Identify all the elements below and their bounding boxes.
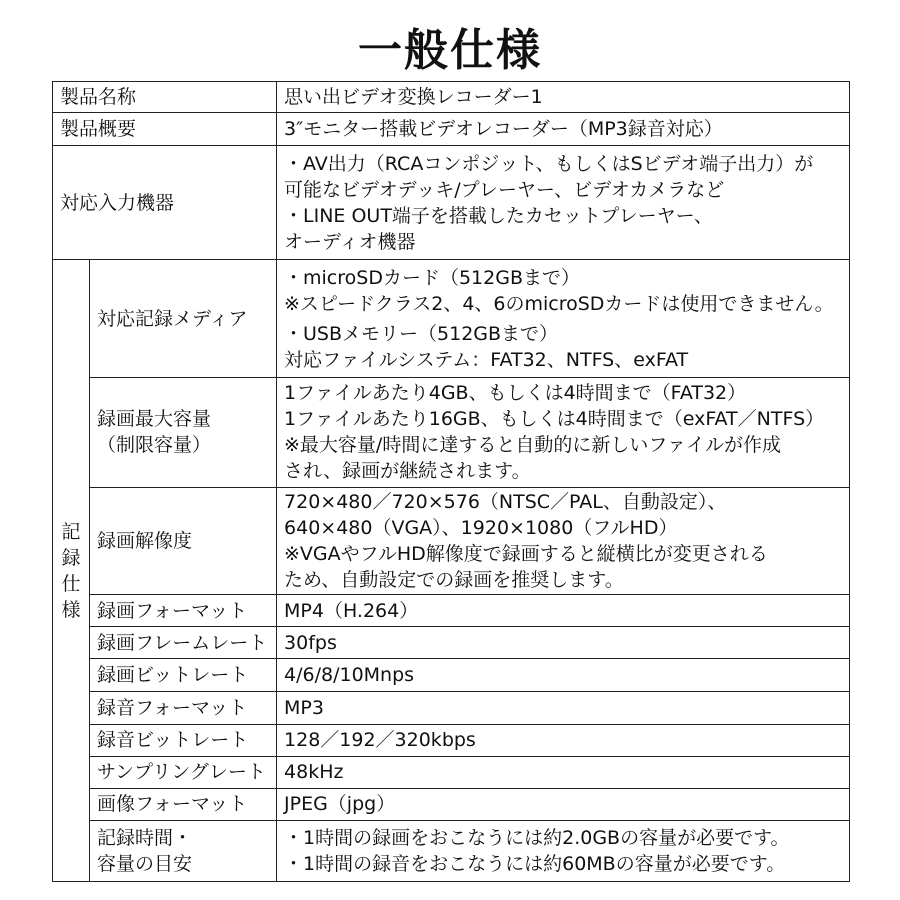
spec-table bbox=[52, 81, 850, 882]
max-capacity-line: 1ファイルあたり16GB、もしくは4時間まで（exFAT／NTFS） bbox=[284, 408, 825, 431]
media-line: ※スピードクラス2、4、6のmicroSDカードは使用できません。 bbox=[284, 292, 834, 315]
sampling-rate-label: サンプリングレート bbox=[90, 756, 277, 788]
video-bitrate-label: 録画ビットレート bbox=[90, 659, 277, 692]
table-row bbox=[53, 260, 850, 377]
media-line: ・microSDカード（512GBまで） bbox=[284, 266, 580, 289]
input-devices-line: オーディオ機器 bbox=[284, 230, 416, 253]
media-label: 対応記録メディア bbox=[90, 260, 277, 377]
resolution-value bbox=[277, 487, 850, 594]
time-capacity-line: ・1時間の録音をおこなうには約60MBの容量が必要です。 bbox=[284, 852, 786, 875]
media-line: 対応ファイルシステム：FAT32、NTFS、exFAT bbox=[284, 348, 689, 371]
table-row bbox=[53, 113, 850, 146]
table-row bbox=[53, 659, 850, 692]
product-name-label: 製品名称 bbox=[53, 82, 277, 113]
product-name-value: 思い出ビデオ変換レコーダー1 bbox=[277, 82, 850, 113]
resolution-line: 640×480（VGA）、1920×1080（フルHD） bbox=[284, 517, 678, 540]
input-devices-line: ・AV出力（RCAコンポジット、もしくはSビデオ端子出力）が bbox=[284, 152, 814, 175]
sampling-rate-value: 48kHz bbox=[277, 756, 850, 788]
table-row bbox=[53, 627, 850, 659]
resolution-line: ※VGAやフルHD解像度で録画すると縦横比が変更される bbox=[284, 543, 768, 566]
time-capacity-label-line: 容量の目安 bbox=[97, 852, 193, 875]
input-devices-label: 対応入力機器 bbox=[53, 146, 277, 260]
resolution-line: 720×480／720×576（NTSC／PAL、自動設定）、 bbox=[284, 491, 727, 514]
input-devices-line: 可能なビデオデッキ/プレーヤー、ビデオカメラなど bbox=[284, 178, 725, 201]
audio-format-value: MP3 bbox=[277, 692, 850, 724]
table-row bbox=[53, 756, 850, 788]
group-label-char: 仕 bbox=[61, 572, 81, 595]
max-capacity-label-line: 録画最大容量 bbox=[97, 408, 212, 431]
group-label-char: 様 bbox=[61, 598, 81, 621]
table-row bbox=[53, 487, 850, 594]
group-label-char: 記 bbox=[61, 520, 81, 543]
image-format-label: 画像フォーマット bbox=[90, 788, 277, 820]
time-capacity-line: ・1時間の録画をおこなうには約2.0GBの容量が必要です。 bbox=[284, 826, 790, 849]
video-format-label: 録画フォーマット bbox=[90, 595, 277, 627]
max-capacity-label-line: （制限容量） bbox=[97, 434, 212, 457]
page-title: 一般仕様 bbox=[358, 25, 542, 76]
table-row bbox=[53, 724, 850, 756]
audio-bitrate-label: 録音ビットレート bbox=[90, 724, 277, 756]
image-format-value: JPEG（jpg） bbox=[277, 788, 850, 820]
max-capacity-label bbox=[90, 377, 277, 487]
table-row bbox=[53, 377, 850, 487]
time-capacity-label bbox=[90, 820, 277, 881]
audio-format-label: 録音フォーマット bbox=[90, 692, 277, 724]
table-row bbox=[53, 82, 850, 113]
max-capacity-line: され、録画が継続されます。 bbox=[284, 460, 531, 483]
frame-rate-value: 30fps bbox=[277, 627, 850, 659]
resolution-label: 録画解像度 bbox=[90, 487, 277, 594]
frame-rate-label: 録画フレームレート bbox=[90, 627, 277, 659]
media-value bbox=[277, 260, 850, 377]
input-devices-line: ・LINE OUT端子を搭載したカセットプレーヤー、 bbox=[284, 204, 713, 227]
video-format-value: MP4（H.264） bbox=[277, 595, 850, 627]
table-row bbox=[53, 692, 850, 724]
video-bitrate-value: 4/6/8/10Mnps bbox=[277, 659, 850, 692]
max-capacity-line: ※最大容量/時間に達すると自動的に新しいファイルが作成 bbox=[284, 434, 781, 457]
media-line: ・USBメモリー（512GBまで） bbox=[284, 322, 559, 345]
table-row bbox=[53, 788, 850, 820]
product-overview-value: 3″モニター搭載ビデオレコーダー（MP3録音対応） bbox=[277, 113, 850, 146]
resolution-line: ため、自動設定での録画を推奨します。 bbox=[284, 569, 624, 592]
recording-spec-group-label bbox=[53, 260, 90, 882]
max-capacity-line: 1ファイルあたり4GB、もしくは4時間まで（FAT32） bbox=[284, 382, 747, 405]
time-capacity-value bbox=[277, 820, 850, 881]
time-capacity-label-line: 記録時間・ bbox=[97, 826, 193, 849]
product-overview-label: 製品概要 bbox=[53, 113, 277, 146]
table-row bbox=[53, 820, 850, 881]
group-label-char: 録 bbox=[61, 546, 81, 569]
table-row bbox=[53, 146, 850, 260]
table-row bbox=[53, 595, 850, 627]
max-capacity-value bbox=[277, 377, 850, 487]
audio-bitrate-value: 128／192／320kbps bbox=[277, 724, 850, 756]
input-devices-value bbox=[277, 146, 850, 260]
